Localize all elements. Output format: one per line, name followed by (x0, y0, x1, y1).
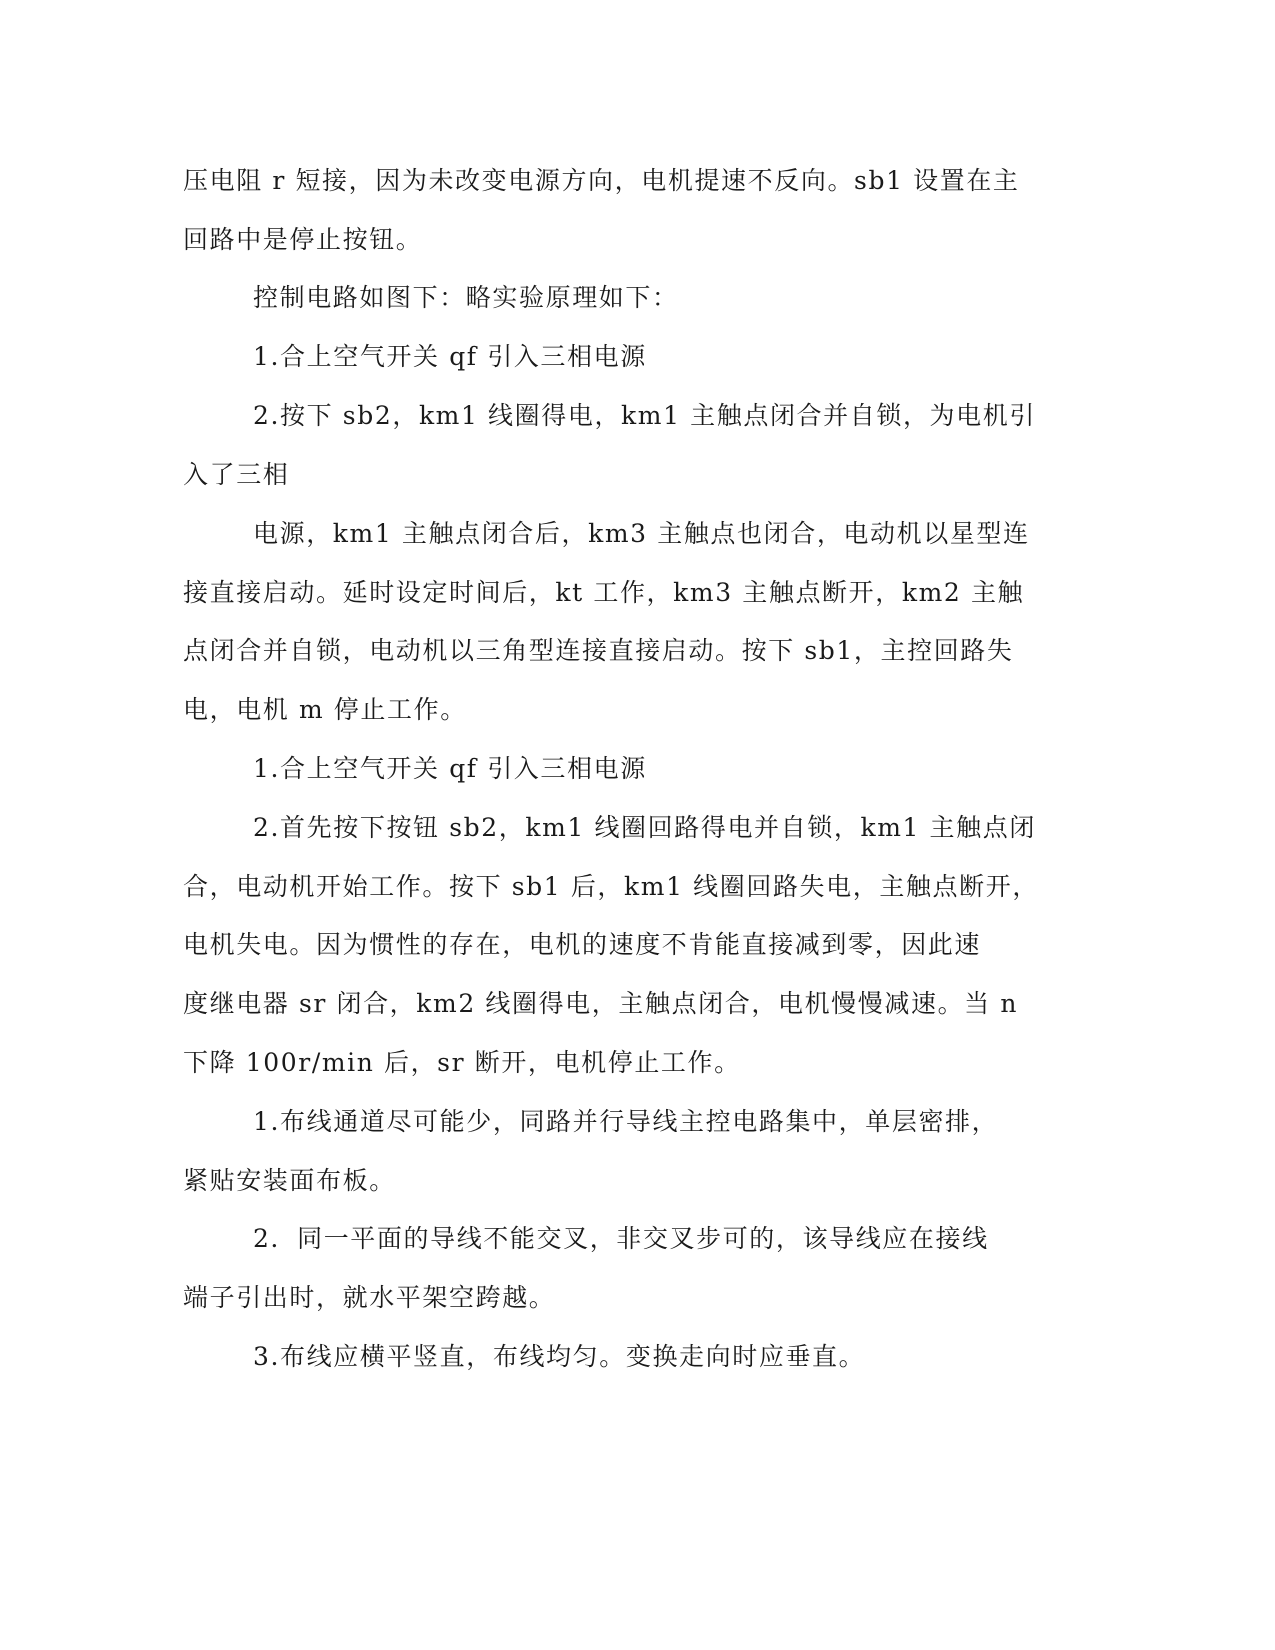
text-line: 1.合上空气开关 qf 引入三相电源 (253, 342, 647, 371)
text-line: 2.按下 sb2，km1 线圈得电，km1 主触点闭合并自锁，为电机引 (253, 401, 1036, 430)
text-line: 电机失电。因为惯性的存在，电机的速度不肯能直接减到零，因此速 (183, 930, 982, 959)
text-line: 3.布线应横平竖直，布线均匀。变换走向时应垂直。 (253, 1342, 866, 1371)
text-line: 度继电器 sr 闭合，km2 线圈得电，主触点闭合，电机慢慢减速。当 n (183, 989, 1019, 1018)
text-line: 紧贴安装面布板。 (183, 1166, 396, 1195)
text-line: 2．同一平面的导线不能交叉，非交叉步可的，该导线应在接线 (253, 1224, 989, 1253)
text-line: 接直接启动。延时设定时间后，kt 工作，km3 主触点断开，km2 主触 (183, 578, 1025, 607)
text-line: 下降 100r/min 后，sr 断开，电机停止工作。 (183, 1048, 741, 1077)
text-line: 电源，km1 主触点闭合后，km3 主触点也闭合，电动机以星型连 (253, 519, 1030, 548)
text-line: 端子引出时，就水平架空跨越。 (183, 1283, 556, 1312)
text-line: 电，电机 m 停止工作。 (183, 695, 467, 724)
text-line: 1.布线通道尽可能少，同路并行导线主控电路集中，单层密排， (253, 1107, 999, 1136)
text-line: 控制电路如图下：略实验原理如下： (253, 283, 679, 312)
text-line: 2.首先按下按钮 sb2，km1 线圈回路得电并自锁，km1 主触点闭 (253, 813, 1036, 842)
text-line: 合，电动机开始工作。按下 sb1 后，km1 线圈回路失电，主触点断开， (183, 872, 1039, 901)
text-line: 回路中是停止按钮。 (183, 225, 423, 254)
text-line: 压电阻 r 短接，因为未改变电源方向，电机提速不反向。sb1 设置在主 (183, 166, 1020, 195)
text-line: 1.合上空气开关 qf 引入三相电源 (253, 754, 647, 783)
text-line: 入了三相 (183, 460, 290, 489)
text-line: 点闭合并自锁，电动机以三角型连接直接启动。按下 sb1，主控回路失 (183, 636, 1014, 665)
